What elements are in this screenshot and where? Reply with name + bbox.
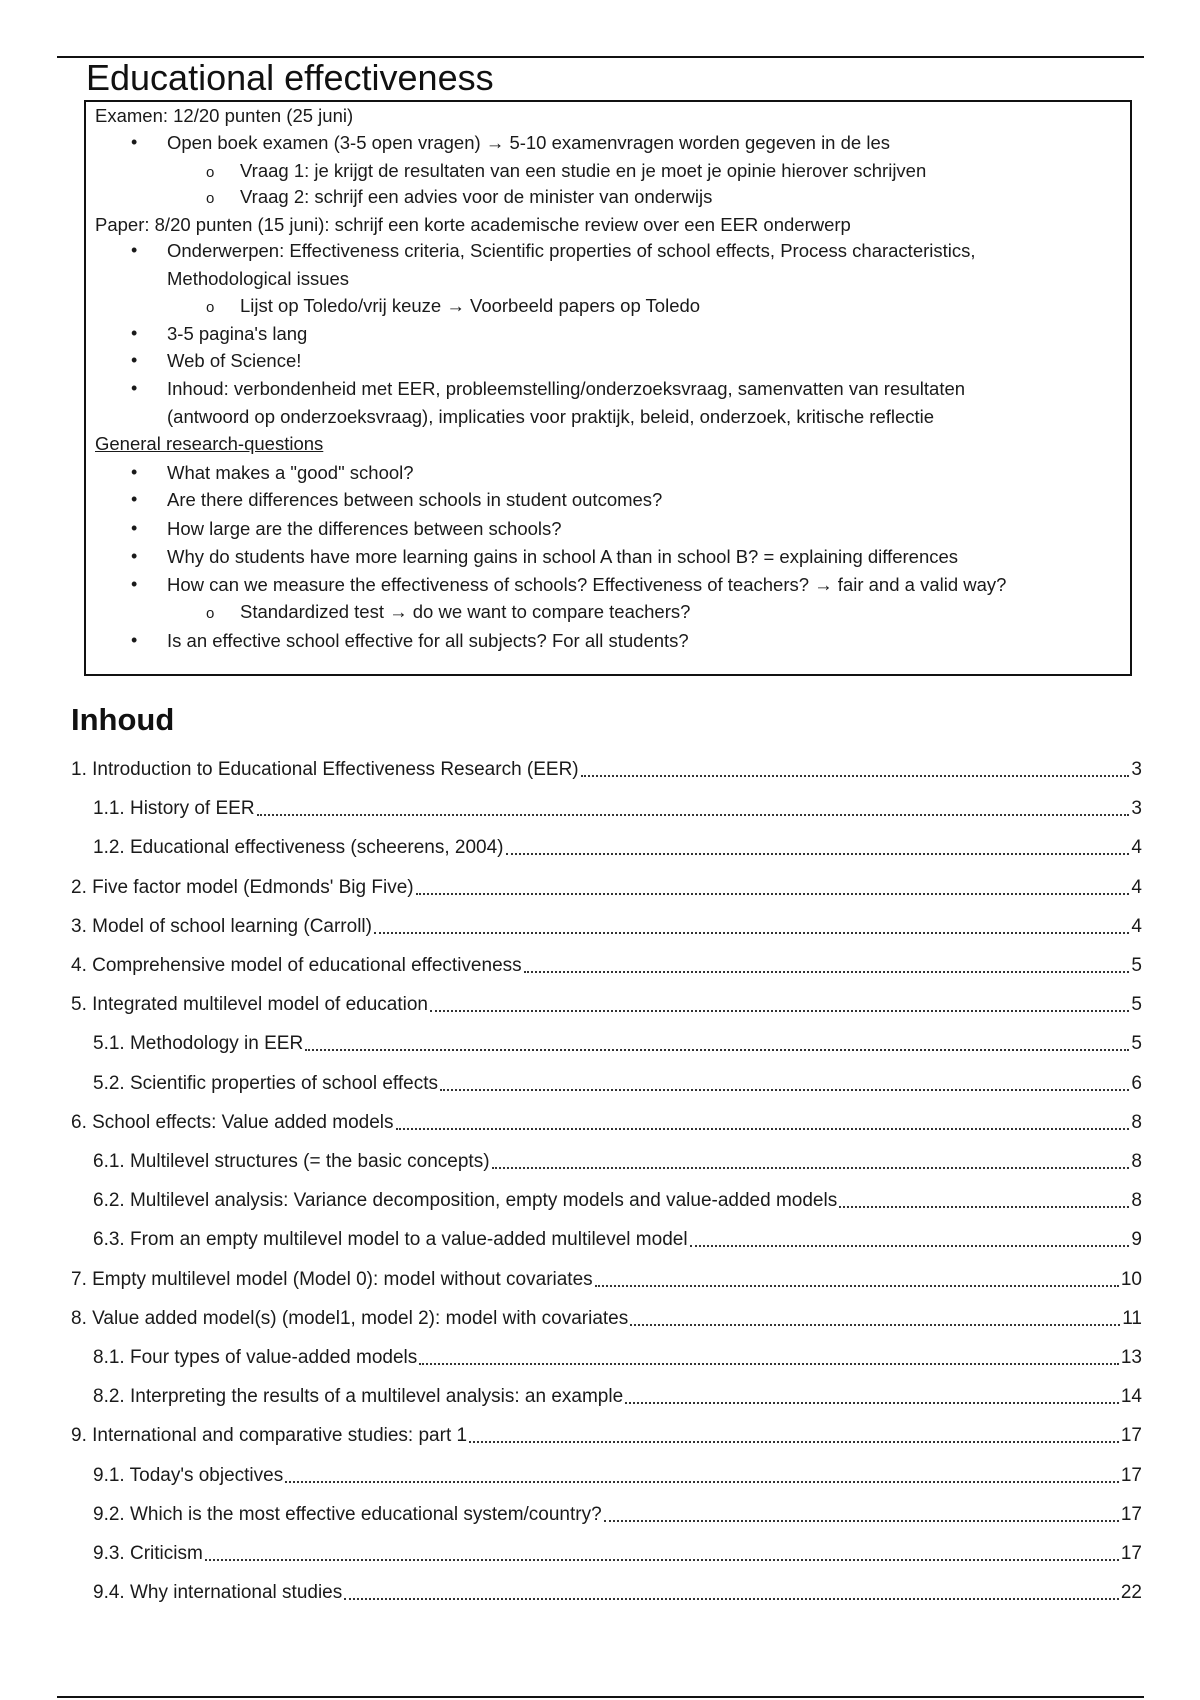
info-list-item: Are there differences between schools in student outcomes? [167, 489, 663, 510]
toc-dot-leader [416, 893, 1130, 895]
info-list-item: Vraag 2: schrijf een advies voor de minister van onderwijs [240, 186, 713, 207]
toc-page-number: 17 [1120, 1504, 1142, 1525]
toc-dot-leader [625, 1402, 1119, 1404]
toc-dot-leader [419, 1363, 1119, 1365]
toc-dot-leader [630, 1324, 1120, 1326]
toc-dot-leader [305, 1049, 1129, 1051]
toc-entry[interactable] [71, 870, 1142, 900]
toc-dot-leader [839, 1206, 1129, 1208]
toc-dot-leader [440, 1089, 1129, 1091]
toc-dot-leader [581, 775, 1130, 777]
info-heading-line: Examen: 12/20 punten (25 juni) [95, 105, 354, 126]
toc-entry-title: 5.2. Scientific properties of school effects [93, 1073, 438, 1094]
bullet-icon: • [131, 132, 138, 152]
bottom-rule [57, 1696, 1144, 1698]
toc-page-number: 4 [1131, 837, 1142, 858]
toc-entry[interactable] [71, 752, 1142, 782]
toc-entry[interactable] [93, 1222, 1142, 1252]
toc-dot-leader [285, 1481, 1119, 1483]
toc-entry[interactable] [71, 987, 1142, 1017]
info-list-item: (antwoord op onderzoeksvraag), implicaties voor praktijk, beleid, onderzoek, kritische reflectie [167, 406, 935, 427]
toc-entry-title: 8.2. Interpreting the results of a multilevel analysis: an example [93, 1386, 624, 1407]
toc-page-number: 9 [1131, 1229, 1142, 1250]
toc-entry[interactable] [93, 1575, 1142, 1605]
toc-dot-leader [396, 1128, 1130, 1130]
toc-entry[interactable] [71, 909, 1142, 939]
toc-entry-title: 9. International and comparative studies: part 1 [71, 1425, 468, 1446]
toc-page-number: 22 [1120, 1582, 1142, 1603]
toc-entry[interactable] [93, 1183, 1142, 1213]
toc-page-number: 14 [1120, 1386, 1142, 1407]
toc-entry-title: 9.1. Today's objectives [93, 1465, 284, 1486]
toc-page-number: 11 [1122, 1308, 1142, 1329]
toc-dot-leader [595, 1285, 1119, 1287]
toc-page-number: 8 [1131, 1190, 1142, 1211]
bullet-icon: • [131, 546, 138, 566]
info-heading-line: Paper: 8/20 punten (15 juni): schrijf een korte academische review over een EER onderwerp [95, 214, 851, 235]
toc-entry[interactable] [93, 1536, 1142, 1566]
info-list-item: Methodological issues [167, 268, 350, 289]
bullet-icon: • [131, 518, 138, 538]
toc-dot-leader [604, 1520, 1119, 1522]
toc-dot-leader [374, 932, 1129, 934]
toc-page-number: 8 [1131, 1151, 1142, 1172]
bullet-icon: • [131, 489, 138, 509]
toc-page-number: 8 [1131, 1112, 1142, 1133]
toc-entry-title: 5. Integrated multilevel model of education [71, 994, 428, 1015]
toc-entry[interactable] [71, 1301, 1142, 1331]
toc-entry[interactable] [93, 1497, 1142, 1527]
info-box [84, 100, 1132, 676]
toc-page-number: 17 [1120, 1425, 1142, 1446]
toc-entry[interactable] [93, 1066, 1142, 1096]
sub-bullet-icon: o [206, 299, 215, 316]
bullet-icon: • [131, 350, 138, 370]
toc-page-number: 17 [1120, 1543, 1142, 1564]
toc-page-number: 6 [1131, 1073, 1142, 1094]
toc-entry[interactable] [93, 830, 1142, 860]
info-list-item: Is an effective school effective for all subjects? For all students? [167, 630, 689, 651]
info-list-item: Open boek examen (3-5 open vragen) → 5-10 examenvragen worden gegeven in de les [167, 132, 890, 153]
toc-entry-title: 2. Five factor model (Edmonds' Big Five) [71, 877, 414, 898]
toc-dot-leader [492, 1167, 1130, 1169]
toc-entry[interactable] [71, 948, 1142, 978]
toc-dot-leader [257, 814, 1130, 816]
toc-page-number: 3 [1131, 759, 1142, 780]
toc-dot-leader [690, 1245, 1130, 1247]
info-list-item: Standardized test → do we want to compare teachers? [240, 601, 691, 622]
sub-bullet-icon: o [206, 605, 215, 622]
info-list-item: How large are the differences between schools? [167, 518, 562, 539]
toc-entry[interactable] [93, 1379, 1142, 1409]
toc-dot-leader [469, 1441, 1119, 1443]
info-list-item: What makes a "good" school? [167, 462, 414, 483]
toc-dot-leader [430, 1010, 1129, 1012]
bullet-icon: • [131, 630, 138, 650]
info-list-item: How can we measure the effectiveness of schools? Effectiveness of teachers? → fair and a valid way? [167, 574, 1007, 595]
info-list-item: Vraag 1: je krijgt de resultaten van een studie en je moet je opinie hierover schrijven [240, 160, 927, 181]
bullet-icon: • [131, 462, 138, 482]
toc-entry-title: 3. Model of school learning (Carroll) [71, 916, 372, 937]
toc-entry-title: 1.1. History of EER [93, 798, 255, 819]
toc-entry-title: 6.2. Multilevel analysis: Variance decomposition, empty models and value-added models [93, 1190, 838, 1211]
toc-entry-title: 6.1. Multilevel structures (= the basic concepts) [93, 1151, 490, 1172]
toc-page-number: 4 [1131, 877, 1142, 898]
document-title: Educational effectiveness [86, 57, 494, 98]
toc-page-number: 5 [1131, 1033, 1142, 1054]
toc-entry-title: 9.2. Which is the most effective educational system/country? [93, 1504, 602, 1525]
toc-entry-title: 1.2. Educational effectiveness (scheerens, 2004) [93, 837, 504, 858]
info-list-item: 3-5 pagina's lang [167, 323, 308, 344]
toc-entry[interactable] [71, 1262, 1142, 1292]
toc-entry[interactable] [93, 1458, 1142, 1488]
toc-entry[interactable] [93, 1026, 1142, 1056]
bullet-icon: • [131, 240, 138, 260]
toc-entry[interactable] [93, 791, 1142, 821]
toc-dot-leader [524, 971, 1130, 973]
toc-entry-title: 9.4. Why international studies [93, 1582, 343, 1603]
toc-page-number: 4 [1131, 916, 1142, 937]
toc-page-number: 10 [1120, 1269, 1142, 1290]
toc-page-number: 17 [1120, 1465, 1142, 1486]
toc-entry-title: 5.1. Methodology in EER [93, 1033, 304, 1054]
toc-entry-title: 7. Empty multilevel model (Model 0): model without covariates [71, 1269, 593, 1290]
toc-entry-title: 1. Introduction to Educational Effectiveness Research (EER) [71, 759, 579, 780]
toc-page-number: 3 [1131, 798, 1142, 819]
toc-entry-title: 8.1. Four types of value-added models [93, 1347, 418, 1368]
toc-heading: Inhoud [71, 702, 175, 737]
bullet-icon: • [131, 323, 138, 343]
toc-entry[interactable] [71, 1105, 1142, 1135]
info-list-item: Inhoud: verbondenheid met EER, probleemstelling/onderzoeksvraag, samenvatten van resultaten [167, 378, 966, 399]
toc-entry-title: 9.3. Criticism [93, 1543, 203, 1564]
toc-entry[interactable] [71, 1418, 1142, 1448]
bullet-icon: • [131, 378, 138, 398]
info-heading-line: General research-questions [95, 433, 324, 454]
bullet-icon: • [131, 574, 138, 594]
info-list-item: Web of Science! [167, 350, 302, 371]
info-list-item: Lijst op Toledo/vrij keuze → Voorbeeld papers op Toledo [240, 295, 701, 316]
toc-page-number: 13 [1120, 1347, 1142, 1368]
toc-dot-leader [344, 1598, 1119, 1600]
toc-page-number: 5 [1131, 994, 1142, 1015]
toc-dot-leader [506, 853, 1130, 855]
sub-bullet-icon: o [206, 190, 215, 207]
toc-entry-title: 6. School effects: Value added models [71, 1112, 394, 1133]
sub-bullet-icon: o [206, 164, 215, 181]
toc-entry[interactable] [93, 1144, 1142, 1174]
toc-entry[interactable] [93, 1340, 1142, 1370]
toc-entry-title: 6.3. From an empty multilevel model to a value-added multilevel model [93, 1229, 688, 1250]
info-list-item: Why do students have more learning gains in school A than in school B? = explaining differences [167, 546, 959, 567]
toc-dot-leader [205, 1559, 1119, 1561]
toc-entry-title: 8. Value added model(s) (model1, model 2): model with covariates [71, 1308, 629, 1329]
toc-page-number: 5 [1131, 955, 1142, 976]
toc-entry-title: 4. Comprehensive model of educational effectiveness [71, 955, 522, 976]
info-list-item: Onderwerpen: Effectiveness criteria, Scientific properties of school effects, Process characteristics, [167, 240, 976, 261]
